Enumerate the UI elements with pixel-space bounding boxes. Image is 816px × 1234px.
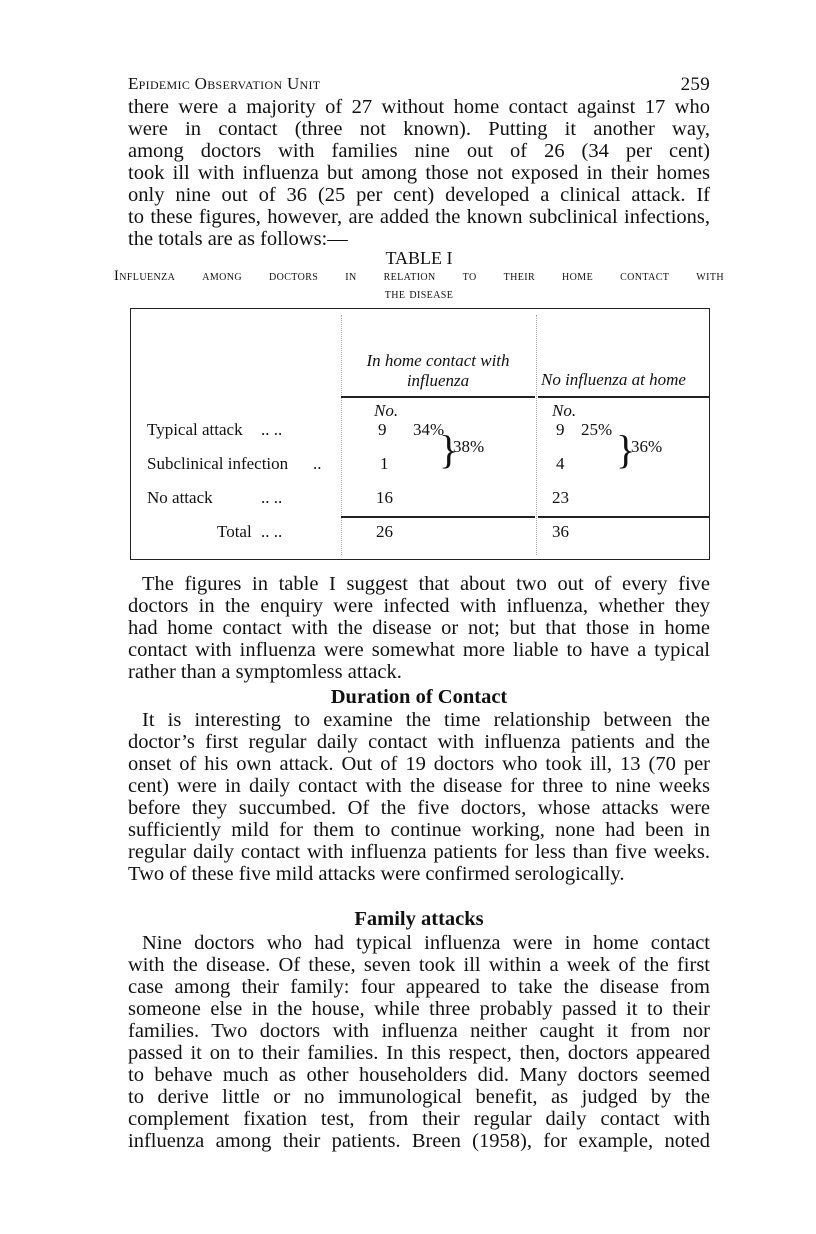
row-dots: .. .. <box>261 420 283 439</box>
cell-value: 23 <box>552 488 569 507</box>
total-label: Total <box>217 522 252 541</box>
text-line: to behave much as other householders did. Many doctors seemed <box>128 1064 710 1086</box>
text-line: The figures in table I suggest that about two out of every five <box>142 573 710 595</box>
text-line: doctors in the enquiry were infected with influenza, whether they <box>128 595 710 617</box>
brace: } <box>616 427 636 472</box>
text-line: cent) were in daily contact with the disease for three to nine weeks <box>128 775 710 797</box>
text-line: contact with influenza were somewhat more liable to have a typical <box>128 639 710 661</box>
paragraph-4 <box>128 932 710 1152</box>
text-line: Nine doctors who had typical influenza were in home contact <box>142 932 710 954</box>
pct-typical: 34% <box>413 420 445 439</box>
paragraph-1 <box>128 96 710 250</box>
header-line: influenza <box>406 371 470 390</box>
brace: } <box>439 427 459 472</box>
running-title: Epidemic Observation Unit <box>128 74 321 93</box>
row-dots: .. .. <box>261 522 283 541</box>
text-line: with the disease. Of these, seven took ill within a week of the first <box>128 954 710 976</box>
text-line: among doctors with families nine out of 26 (34 per cent) <box>128 140 710 162</box>
pct-typical: 25% <box>581 420 613 439</box>
text-line: to derive little or no immunological benefit, as judged by the <box>128 1086 710 1108</box>
table-caption-line: the disease <box>384 286 454 302</box>
row-label: Typical attack <box>147 420 243 439</box>
text-line: rather than a symptomless attack. <box>128 661 402 683</box>
text-line: someone else in the house, while three probably passed it to their <box>128 998 710 1020</box>
text-line: Two of these five mild attacks were confirmed serologically. <box>128 863 625 885</box>
no-label: No. <box>374 401 399 420</box>
text-line: the totals are as follows:— <box>128 228 348 250</box>
paragraph-2 <box>128 573 710 683</box>
col-header-no-influenza: No influenza at home <box>541 370 686 389</box>
paragraph-3 <box>128 709 710 885</box>
data-table <box>130 308 710 560</box>
row-label: No attack <box>147 488 213 507</box>
text-line: It is interesting to examine the time relationship between the <box>142 709 710 731</box>
text-line: complement fixation test, from their regular daily contact with <box>128 1108 710 1130</box>
text-line: passed it on to their families. In this respect, then, doctors appeared <box>128 1042 710 1064</box>
cell-value: 16 <box>376 488 393 507</box>
text-line: sufficiently mild for them to continue working, none had been in <box>128 819 710 841</box>
section-heading: Duration of Contact <box>330 686 508 708</box>
col-header-home-contact <box>343 351 533 391</box>
table-caption-line: Influenza among doctors in relation to their home contact with <box>114 268 724 284</box>
row-dots: .. .. <box>261 488 283 507</box>
pct-combined: 38% <box>453 437 485 456</box>
text-line: took ill with influenza but among those not exposed in their homes <box>128 162 710 184</box>
cell-value: 4 <box>556 454 565 473</box>
text-line: influenza among their patients. Breen (1958), for example, noted <box>128 1130 710 1152</box>
cell-value: 1 <box>380 454 389 473</box>
text-line: were in contact (three not known). Putting it another way, <box>128 118 710 140</box>
text-line: regular daily contact with influenza patients for less than five weeks. <box>128 841 710 863</box>
text-line: to these figures, however, are added the known subclinical infections, <box>128 206 710 228</box>
text-line: only nine out of 36 (25 per cent) developed a clinical attack. If <box>128 184 710 206</box>
header-line: In home contact with <box>366 351 510 370</box>
table-heading <box>114 248 724 303</box>
text-line: onset of his own attack. Out of 19 doctors who took ill, 13 (70 per <box>128 753 710 775</box>
text-line: there were a majority of 27 without home contact against 17 who <box>128 96 710 118</box>
cell-value: 9 <box>556 420 565 439</box>
total-value: 26 <box>376 522 393 541</box>
table-title: TABLE I <box>385 248 453 268</box>
total-value: 36 <box>552 522 569 541</box>
cell-value: 9 <box>378 420 387 439</box>
section-heading: Family attacks <box>354 908 484 930</box>
text-line: case among their family: four appeared to take the disease from <box>128 976 710 998</box>
row-dots: .. <box>313 454 322 473</box>
row-label: Subclinical infection <box>147 454 289 473</box>
page-number: 259 <box>680 74 710 95</box>
no-label: No. <box>552 401 577 420</box>
pct-combined: 36% <box>631 437 663 456</box>
text-line: families. Two doctors with influenza neither caught it from nor <box>128 1020 710 1042</box>
text-line: had home contact with the disease or not; but that those in home <box>128 617 710 639</box>
text-line: doctor’s first regular daily contact with influenza patients and the <box>128 731 710 753</box>
text-line: before they succumbed. Of the five doctors, whose attacks were <box>128 797 710 819</box>
running-header <box>128 74 710 94</box>
